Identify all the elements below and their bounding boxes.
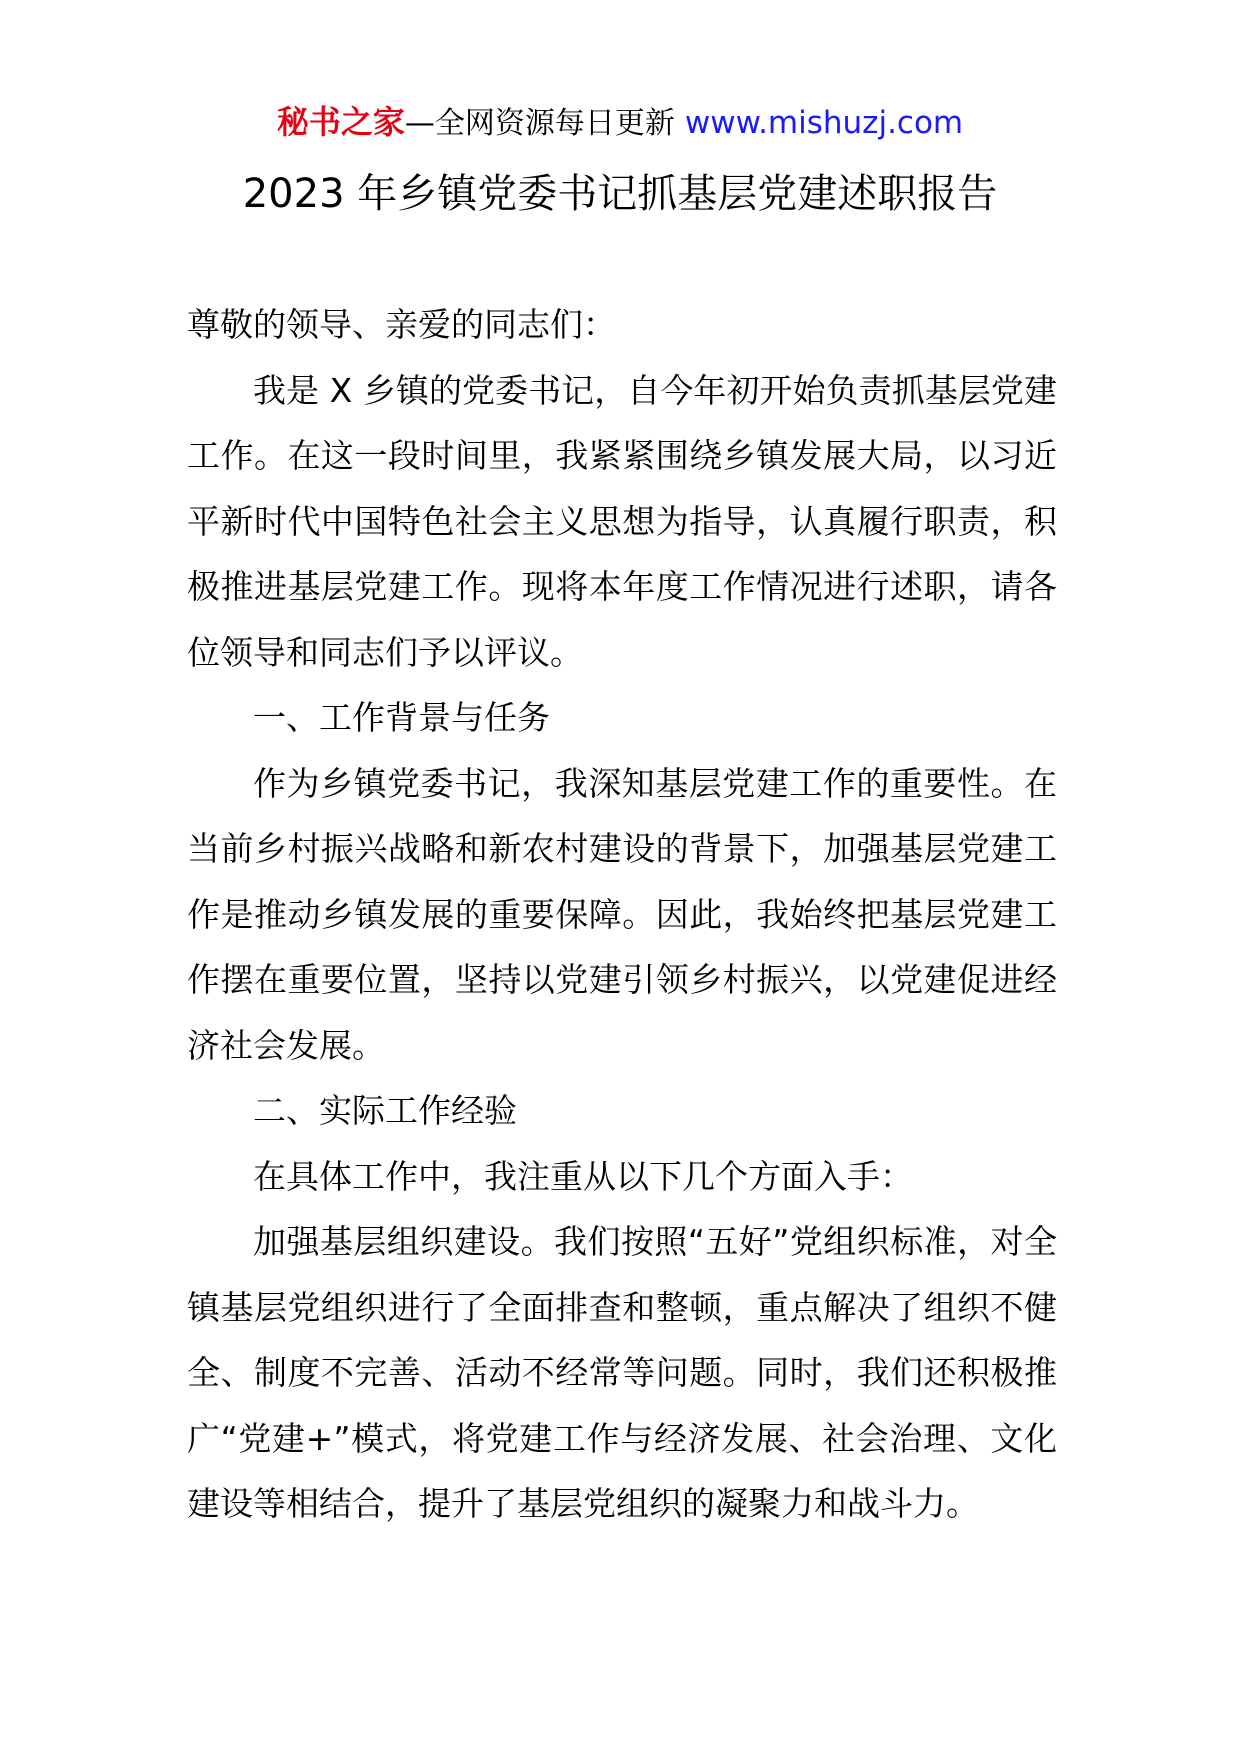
document-title: 2023 年乡镇党委书记抓基层党建述职报告	[242, 171, 998, 217]
site-url-link[interactable]: www.mishuzj.com	[684, 105, 964, 141]
section-heading-2: 二、实际工作经验	[253, 1091, 517, 1130]
paragraph-approach: 在具体工作中，我注重从以下几个方面入手：	[253, 1156, 913, 1196]
header-slogan: —全网资源每日更新	[404, 106, 675, 141]
salutation: 尊敬的领导、亲爱的同志们：	[187, 305, 616, 344]
section-heading-1: 一、工作背景与任务	[253, 698, 550, 737]
site-header	[0, 102, 1240, 144]
paragraph-background: 作为乡镇党委书记，我深知基层党建工作的重要性。在当前乡村振兴战略和新农村建设的背景下，加强基层党建工作是推动乡镇发展的重要保障。因此，我始终把基层党建工作摆在重要位置，坚持以党建引领乡村振兴，以党建促进经济社会发展。	[187, 763, 1057, 1065]
document-body	[187, 292, 1057, 1537]
brand-name: 秘书之家	[276, 103, 405, 141]
paragraph-organization: 加强基层组织建设。我们按照“五好”党组织标准，对全镇基层党组织进行了全面排查和整顿，重点解决了组织不健全、制度不完善、活动不经常等问题。同时，我们还积极推广“党建+”模式，将党建工作与经济发展、社会治理、文化建设等相结合，提升了基层党组织的凝聚力和战斗力。	[187, 1222, 1057, 1523]
paragraph-intro: 我是 X 乡镇的党委书记，自今年初开始负责抓基层党建工作。在这一段时间里，我紧紧围绕乡镇发展大局，以习近平新时代中国特色社会主义思想为指导，认真履行职责，积极推进基层党建工作。现将本年度工作情况进行述职，请各位领导和同志们予以评议。	[187, 370, 1057, 672]
